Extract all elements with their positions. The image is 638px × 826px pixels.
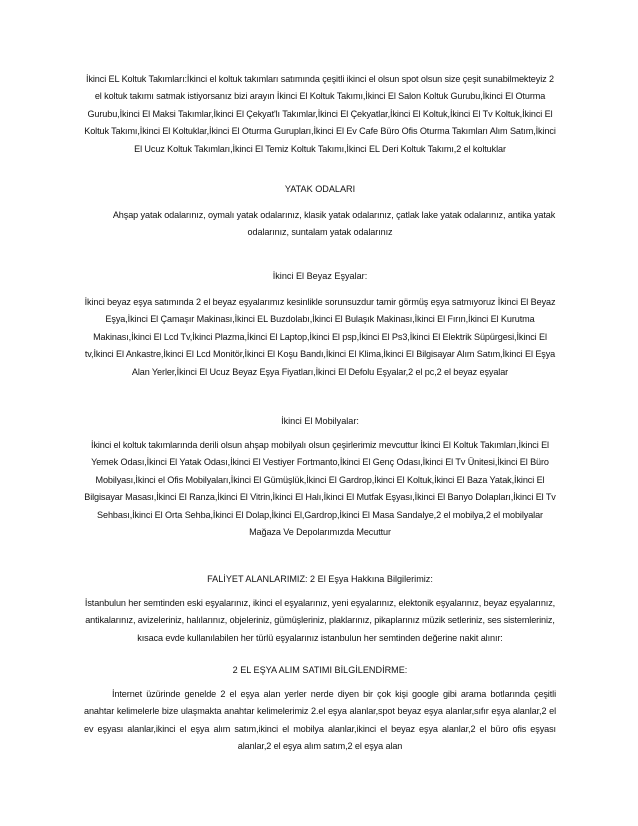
beyaz-heading: İkinci El Beyaz Eşyalar: — [272, 271, 368, 281]
bilgi-heading: 2 EL EŞYA ALIM SATIMI BİLGİLENDİRME: — [232, 665, 408, 675]
bilgi-paragraph: İnternet üzürinde genelde 2 el eşya alan yerler nerde diyen bir çok kişi google gibi arama botlarında çeşitli anahtar kelimelerle bize ulaşmakta anahtar kelimelerimiz 2.el eşya alanlar,spot beyaz eşya alanlar,sıfır eşya alanlar,2 el ev eşyası alanlar,ikinci el eşya alım satım,ikinci el mobilya alanlar,ikinci el beyaz eşya alanlar,2 el büro ofis eşyası alanlar,2 el eşya alım satım,2 el eşya alan — [84, 689, 556, 752]
beyaz-paragraph: İkinci beyaz eşya satımında 2 el beyaz eşyalarımız kesinlikle sorunsuzdur tamir görmüş eşya satmıyoruz İkinci El Beyaz Eşya,İkinci El Çamaşır Makinası,İkinci EL Buzdolabı,İkinci El Bulaşık Makinası,İkinci El Fırın,İkinci El Kurutma Makinası,İkinci El Lcd Tv,İkinci Plazma,İkinci El Laptop,İkinci El psp,İkinci El Ps3,İkinci El Elektrik Süpürgesi,İkinci El tv,İkinci El Ankastre,İkinci El Lcd Monitör,İkinci El Koşu Bandı,İkinci El Klima,İkinci El Bilgisayar Alım Satım,İkinci El Eşya Alan Yerler,İkinci El Ucuz Beyaz Eşya Fiyatları,İkinci El Defolu Eşyalar,2 el pc,2 el beyaz eşyalar — [84, 297, 556, 377]
mobilya-paragraph: İkinci el koltuk takımlarında derili olsun ahşap mobilyalı olsun çeşirlerimiz mevcuttur İkinci El Koltuk Takımları,İkinci El Yemek Odası,İkinci El Yatak Odası,İkinci El Vestiyer Fortmanto,İkinci El Genç Odası,İkinci El Tv Ünitesi,İkinci El Büro Mobilyası,İkinci el Ofis Mobilyaları,İkinci El Gümüşlük,İkinci El Gardrop,İkinci El Koltuk,İkinci El Baza Yatak,İkinci El Bilgisayar Masası,İkinci El Ranza,İkinci El Vitrin,İkinci El Halı,İkinci El Mutfak Eşyası,İkinci El Banyo Dolapları,İkinci El Tv Sehbası,İkinci El Orta Sehba,İkinci El Dolap,İkinci El,Gardrop,İkinci El Masa Sandalye,2 el mobilya,2 el mobilyalar Mağaza Ve Depolarımızda Mecuttur — [84, 440, 556, 538]
yatak-paragraph: Ahşap yatak odalarınız, oymalı yatak odalarınız, klasik yatak odalarınız, çatlak lake yatak odalarınız, antika yatak odalarınız, suntalam yatak odalarınız — [112, 210, 556, 238]
yatak-heading: YATAK ODALARI — [284, 184, 356, 194]
faaliyet-paragraph: İstanbulun her semtinden eski eşyalarınız, ikinci el eşyalarınız, yeni eşyalarınız, elektonik eşyalarınız, beyaz eşyalarınız, antikalarınız, avizeleriniz, halılarınız, objeleriniz, gümüşleriniz, plaklarınız, pikaplarınız müzik setleriniz, ses sistemleriniz, kısaca evde kullanılabilen her türlü eşyalarınız istanbulun her semtinden değerine nakit alınır: — [84, 598, 556, 643]
faaliyet-heading: FALİYET ALANLARIMIZ: 2 El Eşya Hakkına Bilgilerimiz: — [207, 574, 433, 584]
mobilya-heading: İkinci El Mobilyalar: — [281, 416, 359, 426]
koltuk-paragraph: İkinci EL Koltuk Takımları:İkinci el koltuk takımları satımında çeşitli ikinci el olsun spot olsun size çeşit sunabilmekteyiz 2 el koltuk takımı satmak istiyorsanız bizi arayın İkinci El Koltuk Takımı,İkinci El Salon Koltuk Gurubu,İkinci El Oturma Gurubu,İkinci El Maksi Takımlar,İkinci El Çekyat'lı Takımlar,İkinci El Çekyatlar,İkinci El Koltuk,İkinci El Tv Koltuk,İkinci El Koltuk Takımı,İkinci El Koltuklar,İkinci El Oturma Gurupları,İkinci El Ev Cafe Büro Ofis Oturma Takımları Alım Satım,İkinci El Ucuz Koltuk Takımları,İkinci El Temiz Koltuk Takımı,İkinci EL Deri Koltuk Takımı,2 el koltuklar — [84, 74, 556, 154]
